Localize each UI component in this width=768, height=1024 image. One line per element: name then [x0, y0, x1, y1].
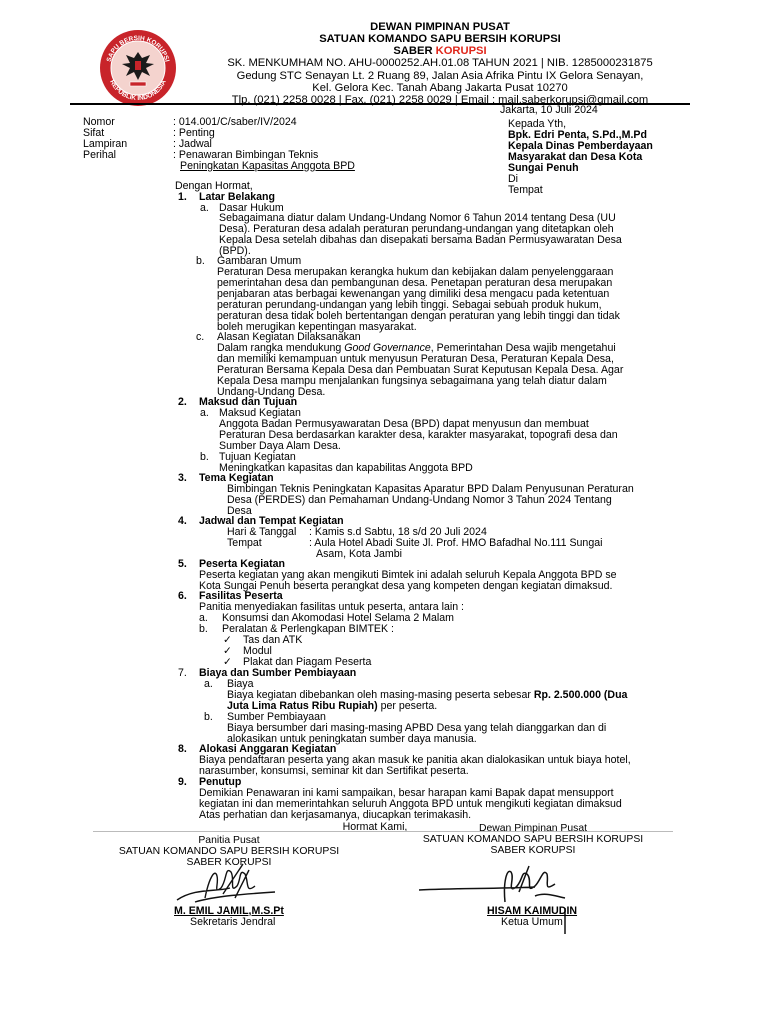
header-line-3: SABER KORUPSI [393, 45, 487, 57]
section-7b-letter: b. [204, 711, 213, 723]
section-4-title: Jadwal dan Tempat Kegiatan [199, 515, 344, 527]
schedule-place-2: Asam, Kota Jambi [316, 548, 402, 560]
section-1c-line: Peraturan Bersama Kepala Desa dan Pembuatan Surat Keputusan Kepala Desa. Agar [217, 364, 624, 376]
meta-lampiran-label: Lampiran [83, 138, 128, 150]
sign-right-org-3: SABER KORUPSI [490, 845, 576, 856]
sign-right-org-1: Dewan Pimpinan Pusat [478, 823, 587, 834]
meta-nomor-label: Nomor [83, 116, 115, 128]
sign-right-name: HISAM KAIMUDIN [487, 905, 578, 917]
header-line-5: Gedung STC Senayan Lt. 2 Ruang 89, Jalan Asia Afrika Pintu IX Gelora Senayan, [236, 70, 644, 82]
recipient-di: Di [508, 173, 519, 185]
section-1a-line: (BPD). [219, 245, 251, 257]
section-8-number: 8. [178, 743, 187, 755]
section-1-title: Latar Belakang [199, 191, 275, 203]
section-7-title: Biaya dan Sumber Pembiayaan [199, 667, 357, 679]
section-3-line: Desa (PERDES) dan Pemahaman Undang-Undang Nomor 3 Tahun 2024 Tentang [227, 494, 612, 506]
meta-perihal-label: Perihal [83, 149, 116, 161]
section-1c-title: Alasan Kegiatan Dilaksanakan [217, 331, 361, 343]
schedule-place-label: Tempat [227, 537, 262, 549]
schedule-place: : Aula Hotel Abadi Suite Jl. Prof. HMO Bafadhal No.111 Sungai [309, 537, 603, 549]
section-1a-letter: a. [200, 202, 209, 214]
section-9-line: kegiatan ini dan memerintahkan seluruh Anggota BPD untuk mengikuti kegiatan dimaksud [199, 798, 622, 810]
recipient-title-3: Sungai Penuh [508, 162, 579, 174]
meta-perihal: : Penawaran Bimbingan Teknis [173, 149, 319, 161]
section-2a-title: Maksud Kegiatan [219, 407, 301, 419]
section-3-line: Bimbingan Teknis Peningkatan Kapasitas Aparatur BPD Dalam Penyusunan Peraturan [227, 483, 634, 495]
section-1c-line: Kepala Desa mampu menjalankan fungsinya sebagaimana yang telah diatur dalam [217, 375, 607, 387]
sign-right-role: Ketua Umum [501, 916, 563, 928]
signature-left [175, 858, 285, 908]
meta-nomor: : 014.001/C/saber/IV/2024 [173, 116, 297, 128]
section-1a-title: Dasar Hukum [219, 202, 284, 214]
section-7a-title: Biaya [227, 678, 254, 690]
section-7a-letter: a. [204, 678, 213, 690]
header-line-7: Tlp. (021) 2258 0028 | Fax. (021) 2258 0029 | Email : mail.saberkorupsi@gmail.com [231, 94, 649, 106]
check-icon: ✓ [223, 656, 232, 668]
schedule-date: : Kamis s.d Sabtu, 18 s/d 20 Juli 2024 [309, 526, 487, 538]
section-7b-line: Biaya bersumber dari masing-masing APBD Desa yang telah dianggarkan dan di [227, 722, 607, 734]
section-7-number: 7. [178, 667, 187, 679]
sign-right-org-2: SATUAN KOMANDO SAPU BERSIH KORUPSI [422, 834, 644, 845]
section-3-number: 3. [178, 472, 187, 484]
section-1b-line: pemerintahan desa dan pembangunan desa. Penetapan peraturan desa merupakan [217, 277, 613, 289]
section-1c-line: Dalam rangka mendukung Good Governance, Pemerintahan Desa wajib mengetahui [217, 342, 616, 354]
section-2b-title: Tujuan Kegiatan [219, 451, 296, 463]
section-1b-letter: b. [196, 255, 205, 267]
facility-item: Tas dan ATK [243, 634, 303, 646]
check-icon: ✓ [223, 645, 232, 657]
section-6-line: Panitia menyediakan fasilitas untuk peserta, antara lain : [199, 601, 464, 613]
section-6-number: 6. [178, 590, 187, 602]
section-1-number: 1. [178, 191, 187, 203]
section-1c-line: Undang-Undang Desa. [217, 386, 326, 398]
section-1a-line: Desa). Peraturan desa adalah peraturan perundang-undangan yang ditetapkan oleh [219, 223, 614, 235]
header-line-6: Kel. Gelora Kec. Tanah Abang Jakarta Pusat 10270 [312, 82, 568, 94]
section-3-line: Desa [227, 505, 252, 517]
section-1b-line: Peraturan Desa merupakan kerangka hukum dan kebijakan dalam penyelenggaraan [217, 266, 614, 278]
section-2a-line: Peraturan Desa berdasarkan karakter desa, karakter masyarakat, topografi desa dan [219, 429, 618, 441]
section-1a-line: Sebagaimana diatur dalam Undang-Undang Nomor 6 Tahun 2014 tentang Desa (UU [219, 212, 616, 224]
section-6b: Peralatan & Perlengkapan BIMTEK : [222, 623, 394, 635]
facility-item: Plakat dan Piagam Peserta [243, 656, 372, 668]
recipient-title-1: Kepala Dinas Pemberdayaan [508, 140, 653, 152]
section-2a-letter: a. [200, 407, 209, 419]
section-5-line: Peserta kegiatan yang akan mengikuti Bimtek ini adalah seluruh Kepala Anggota BPD se [199, 569, 617, 581]
section-9-line: Demikian Penawaran ini kami sampaikan, besar harapan kami Bapak dapat mensupport [199, 787, 614, 799]
recipient-name: Bpk. Edri Penta, S.Pd.,M.Pd [508, 129, 647, 141]
recipient-salutation: Kepada Yth, [508, 118, 567, 130]
header-line-1: DEWAN PIMPINAN PUSAT [370, 21, 510, 33]
section-2b-letter: b. [200, 451, 209, 463]
section-8-title: Alokasi Anggaran Kegiatan [199, 743, 337, 755]
svg-text:REPUBLIK INDONESIA: REPUBLIK INDONESIA [108, 78, 168, 103]
meta-lampiran: : Jadwal [173, 138, 212, 150]
recipient-tempat: Tempat [508, 184, 543, 196]
svg-text:SAPU BERSIH KORUPSI: SAPU BERSIH KORUPSI [105, 34, 171, 63]
section-2a-line: Sumber Daya Alam Desa. [219, 440, 341, 452]
section-6b-letter: b. [199, 623, 208, 635]
schedule-date-label: Hari & Tanggal [227, 526, 297, 538]
sign-left-org-2: SATUAN KOMANDO SAPU BERSIH KORUPSI [118, 846, 340, 857]
header-line-2: SATUAN KOMANDO SAPU BERSIH KORUPSI [319, 33, 561, 45]
sign-left-role: Sekretaris Jendral [190, 916, 276, 928]
section-1c-line: dan memiliki kemampuan untuk menyusun Peraturan Desa, Peraturan Kepala Desa, [217, 353, 614, 365]
section-4-number: 4. [178, 515, 187, 527]
section-1b-title: Gambaran Umum [217, 255, 302, 267]
section-5-number: 5. [178, 558, 187, 570]
section-1b-line: boleh merugikan kepentingan masyarakat. [217, 321, 417, 333]
section-6-title: Fasilitas Peserta [199, 590, 283, 602]
sign-left-org-1: Panitia Pusat [198, 835, 260, 846]
section-1b-line: peraturan perundang-undangan yang lebih tinggi. Sebagai sebuah produk hukum, [217, 299, 602, 311]
section-1a-line: Kepala Desa setelah dibahas dan disepakati bersama Badan Permusyawaratan Desa [219, 234, 622, 246]
section-5-title: Peserta Kegiatan [199, 558, 285, 570]
section-6a-letter: a. [199, 612, 208, 624]
greeting: Dengan Hormat, [175, 180, 253, 192]
section-1b-line: peraturan desa tidak boleh bertentangan dengan peraturan yang lebih tinggi dan tidak [217, 310, 620, 322]
sign-left-org-3: SABER KORUPSI [186, 857, 272, 868]
section-2b-line: Meningkatkan kapasitas dan kapabilitas Anggota BPD [219, 462, 473, 474]
meta-perihal-subject: Peningkatan Kapasitas Anggota BPD [180, 160, 355, 172]
section-6a: Konsumsi dan Akomodasi Hotel Selama 2 Malam [222, 612, 454, 624]
closing: Hormat Kami, [342, 821, 408, 833]
section-3-title: Tema Kegiatan [199, 472, 274, 484]
section-1b-line: penjabaran atas berbagai kewenangan yang dimiliki desa mengacu pada ketentuan [217, 288, 610, 300]
section-2-title: Maksud dan Tujuan [199, 396, 298, 408]
section-7a-line: Juta Lima Ratus Ribu Rupiah) per peserta. [227, 700, 438, 712]
header-line-4: SK. MENKUMHAM NO. AHU-0000252.AH.01.08 TAHUN 2021 | NIB. 1285000231875 [227, 57, 653, 69]
section-9-title: Penutup [199, 776, 242, 788]
section-8-line: Biaya pendaftaran peserta yang akan masuk ke panitia akan dialokasikan untuk biaya hotel, [199, 754, 631, 766]
section-9-number: 9. [178, 776, 187, 788]
section-7b-title: Sumber Pembiayaan [227, 711, 326, 723]
section-2a-line: Anggota Badan Permusyawaratan Desa (BPD) dapat menyusun dan membuat [219, 418, 589, 430]
section-8-line: narasumber, konsumsi, seminar kit dan Sertifikat peserta. [199, 765, 469, 777]
section-2-number: 2. [178, 396, 187, 408]
letter-date: Jakarta, 10 Juli 2024 [500, 104, 598, 116]
section-7b-line: alokasikan untuk peningkatan sumber daya manusia. [227, 733, 477, 745]
check-icon: ✓ [223, 634, 232, 646]
section-5-line: Kota Sungai Penuh beserta perangkat desa yang kompeten dengan kegiatan dimaksud. [199, 580, 613, 592]
section-9-line: Atas perhatian dan kerjasamanya, diucapkan terimakasih. [199, 809, 472, 821]
section-7a-line: Biaya kegiatan dibebankan oleh masing-masing peserta sebesar Rp. 2.500.000 (Dua [227, 689, 628, 701]
recipient-title-2: Masyarakat dan Desa Kota [508, 151, 643, 163]
section-1c-letter: c. [196, 331, 205, 343]
meta-sifat: : Penting [173, 127, 215, 139]
facility-item: Modul [243, 645, 272, 657]
meta-sifat-label: Sifat [83, 127, 105, 139]
sign-left-name: M. EMIL JAMIL,M.S.Pt [174, 905, 284, 917]
